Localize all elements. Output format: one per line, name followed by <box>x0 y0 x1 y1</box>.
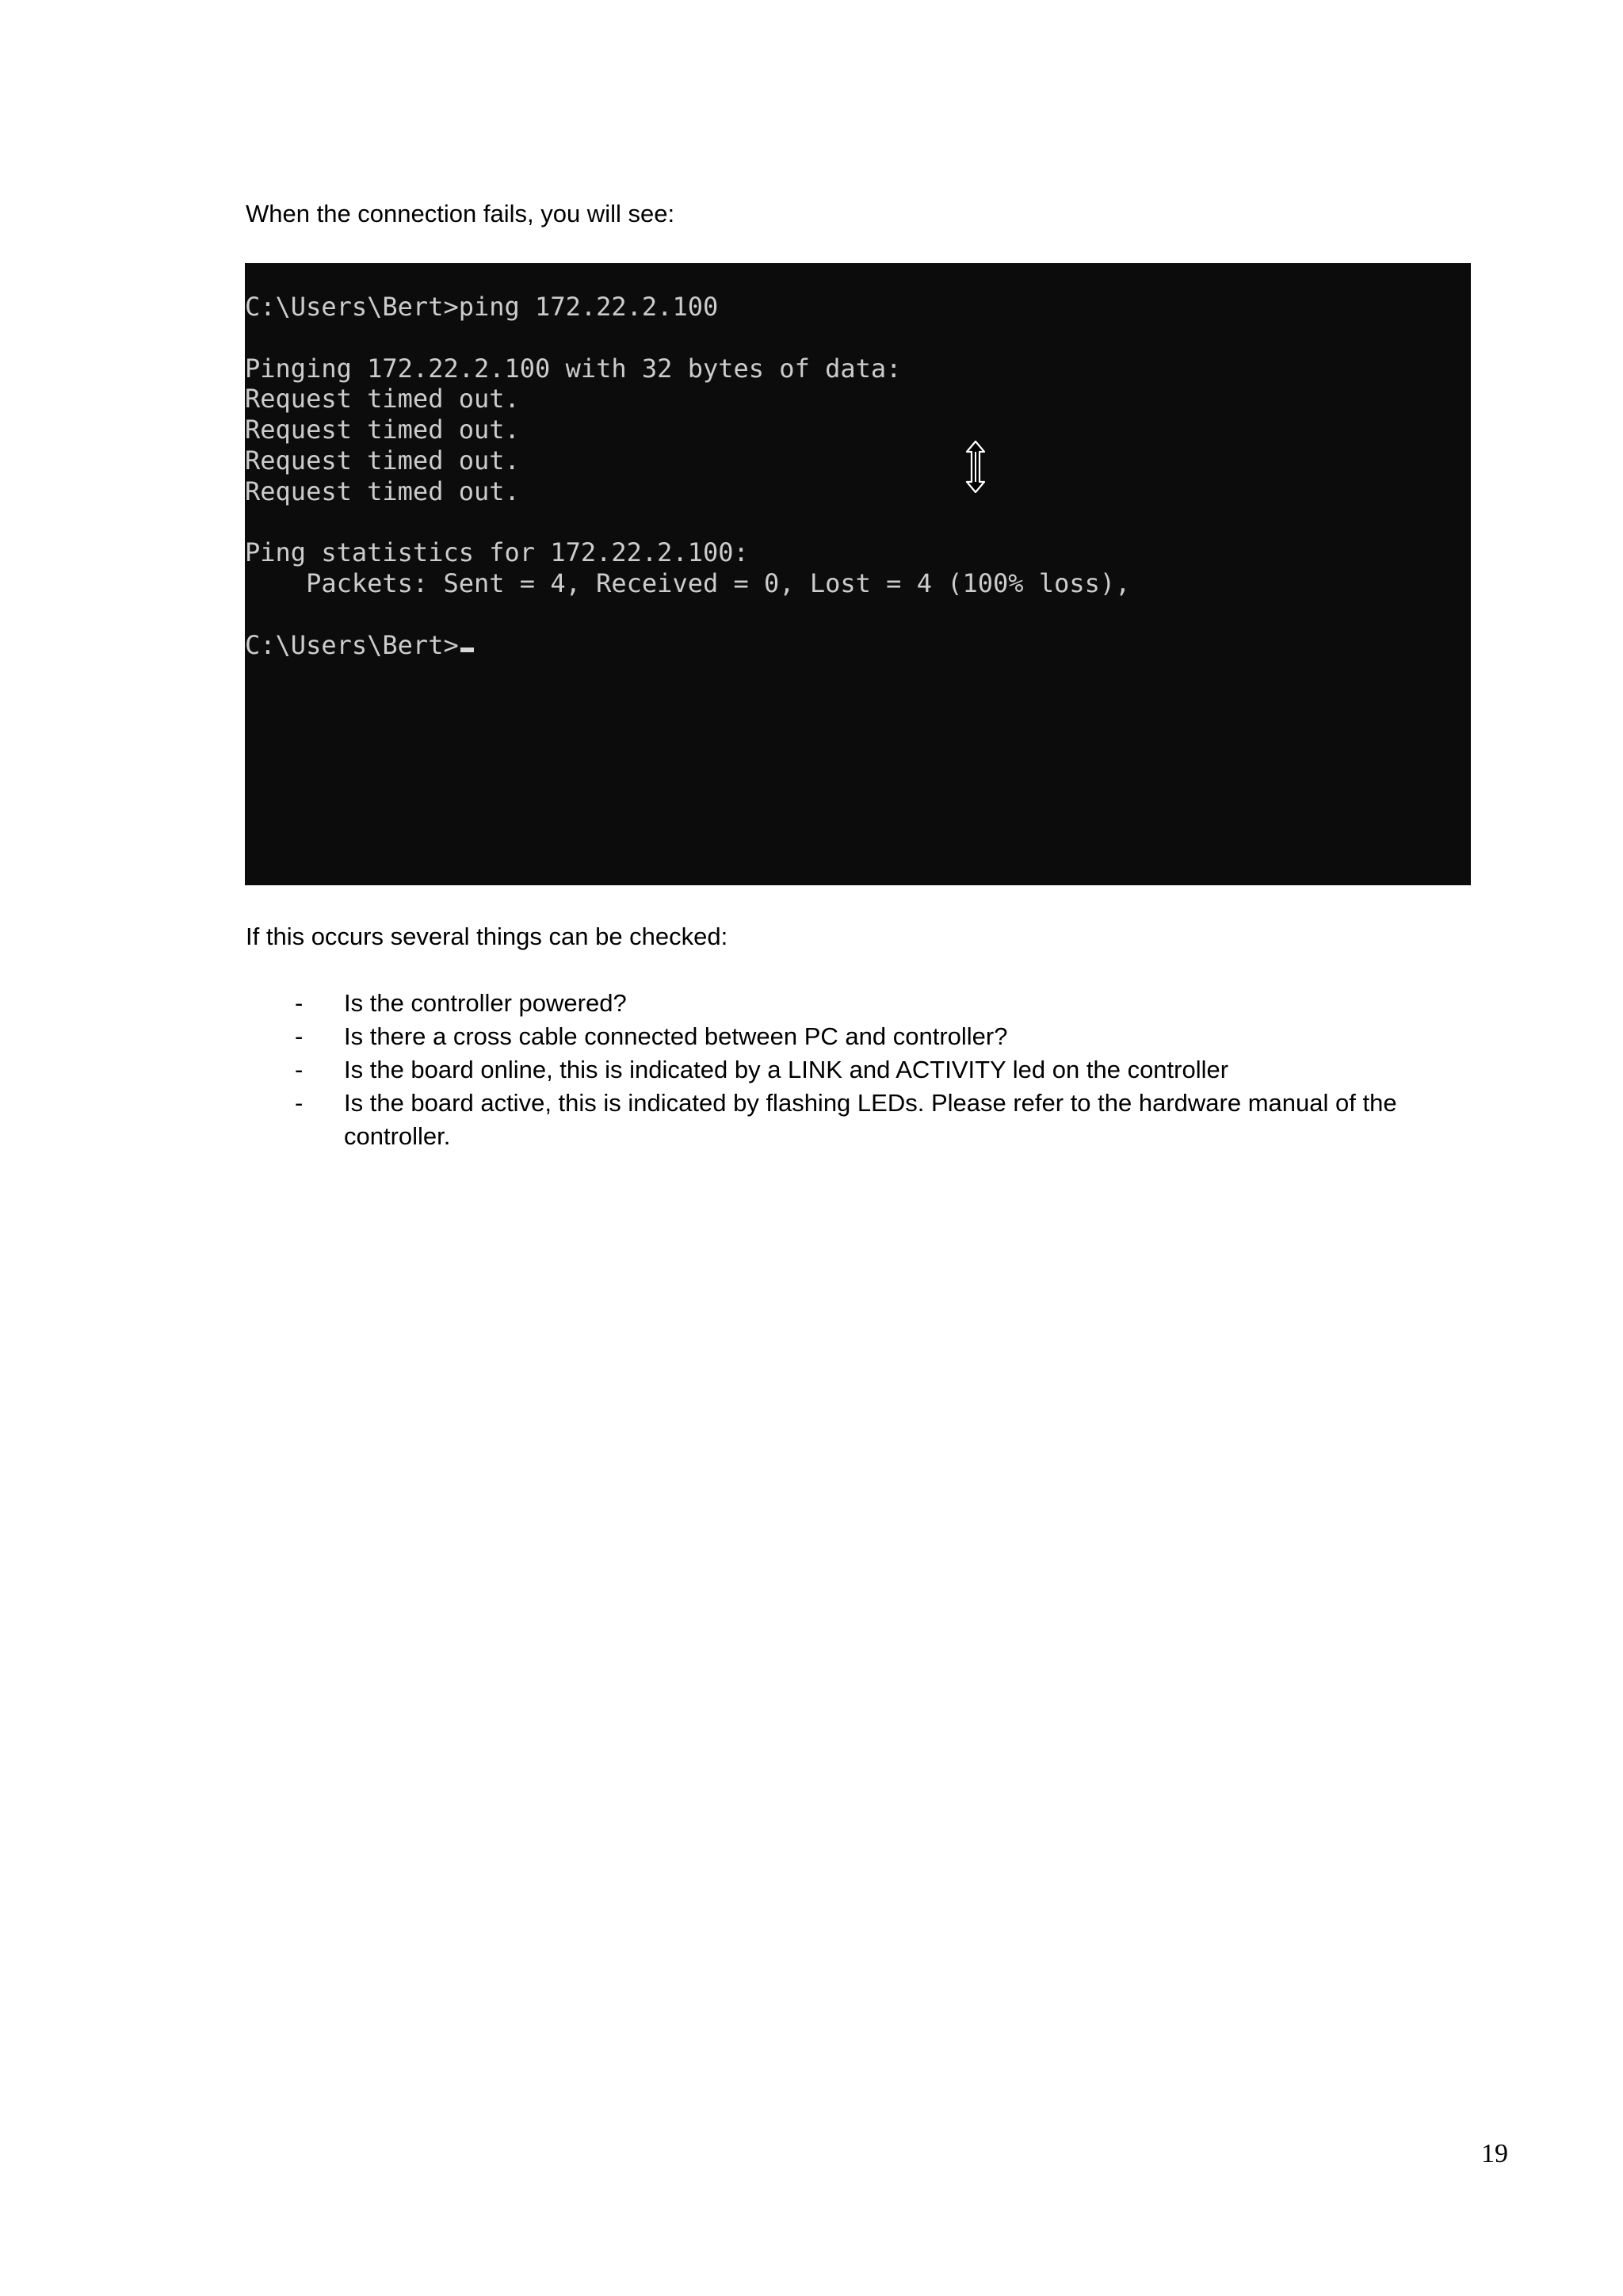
list-item <box>246 987 1482 1020</box>
intro-paragraph: When the connection fails, you will see: <box>246 200 675 227</box>
console-line: Request timed out. <box>245 445 520 476</box>
bullet-dash: - <box>295 989 304 1017</box>
list-item-text: Is the board active, this is indicated by flashing LEDs. Please refer to the hardware manual of the controller. <box>344 1089 1397 1150</box>
console-line: C:\Users\Bert>ping 172.22.2.100 <box>245 292 719 322</box>
console-line: Request timed out. <box>245 476 520 506</box>
console-line: Pinging 172.22.2.100 with 32 bytes of data: <box>245 353 902 384</box>
list-item <box>246 1053 1482 1087</box>
list-item-text: Is the controller powered? <box>344 989 627 1017</box>
bullet-dash: - <box>295 1089 304 1117</box>
console-line: Packets: Sent = 4, Received = 0, Lost = 4 (100% loss), <box>245 568 1131 599</box>
list-item-text: Is there a cross cable connected between PC and controller? <box>344 1022 1008 1050</box>
page-number: 19 <box>1481 2139 1508 2168</box>
console-line: Ping statistics for 172.22.2.100: <box>245 537 749 568</box>
console-prompt: C:\Users\Bert> <box>245 629 459 660</box>
console-line: Request timed out. <box>245 415 520 445</box>
console-line <box>245 507 1471 538</box>
checklist <box>246 987 1482 1153</box>
list-item <box>246 1087 1482 1153</box>
checks-intro-paragraph: If this occurs several things can be checked: <box>246 923 728 950</box>
text-cursor-icon <box>460 648 474 652</box>
vertical-resize-cursor-icon <box>965 441 986 493</box>
list-item-text: Is the board online, this is indicated by a LINK and ACTIVITY led on the controller <box>344 1056 1229 1083</box>
console-line: Request timed out. <box>245 384 520 415</box>
bullet-dash: - <box>295 1056 304 1083</box>
bullet-dash: - <box>295 1022 304 1050</box>
console-line <box>245 323 1471 353</box>
console-line <box>245 599 1471 630</box>
console-prompt-line <box>245 630 1471 661</box>
console-screenshot <box>245 263 1471 885</box>
list-item <box>246 1020 1482 1053</box>
